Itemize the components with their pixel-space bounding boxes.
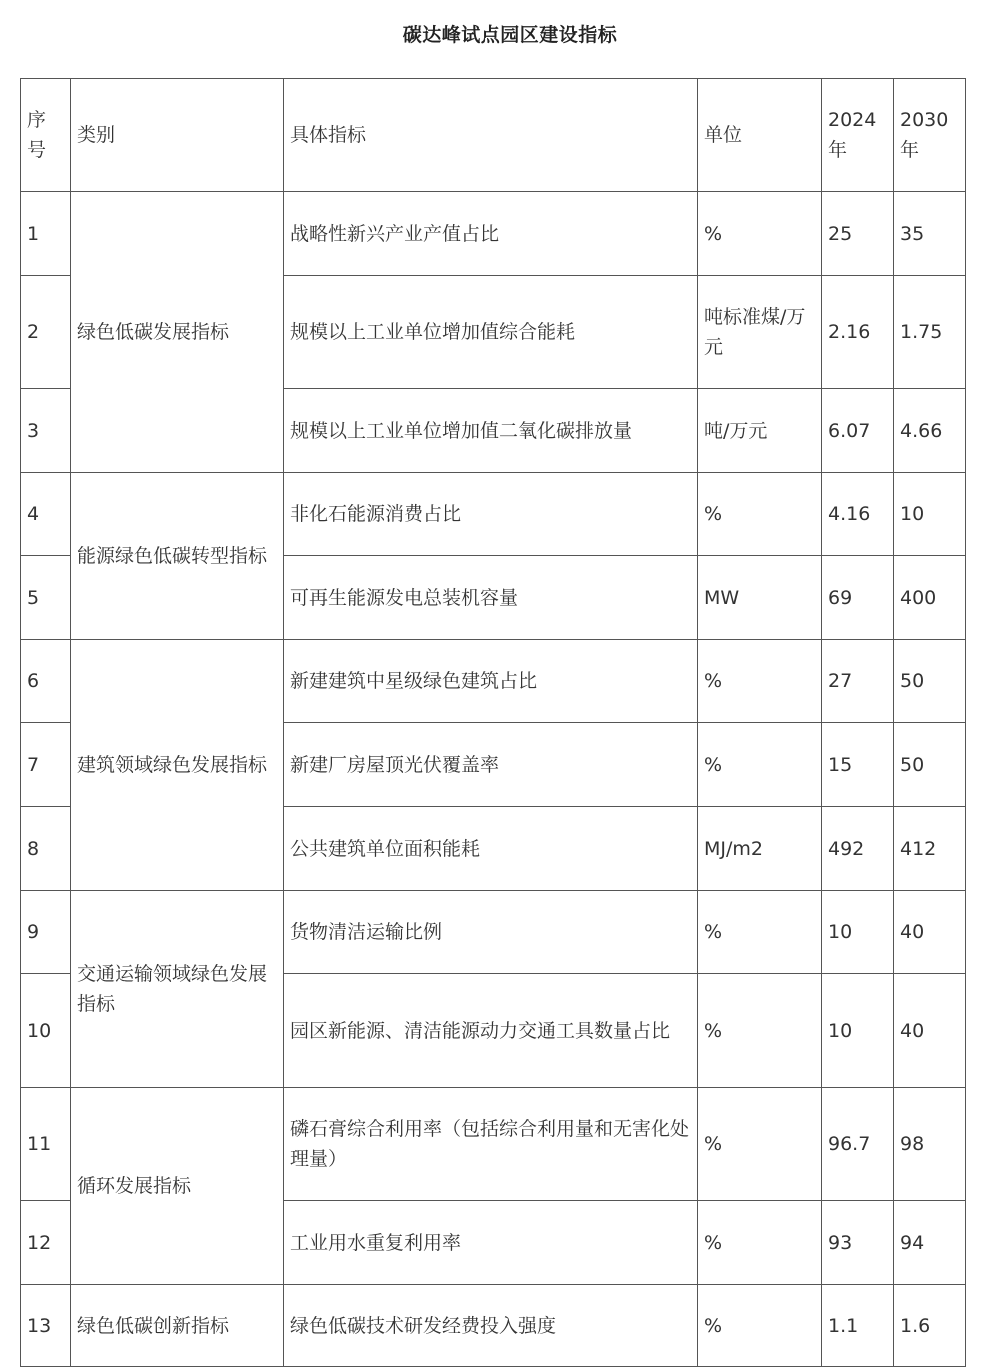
table-row: [21, 891, 966, 974]
table-row: [21, 1285, 966, 1367]
row-no: 3: [21, 389, 71, 473]
row-no: 12: [21, 1201, 71, 1285]
row-2024: 25: [822, 192, 894, 276]
row-2024: 6.07: [822, 389, 894, 473]
row-indicator: 可再生能源发电总装机容量: [284, 556, 698, 640]
row-2030: 4.66: [894, 389, 966, 473]
row-unit: %: [698, 1088, 822, 1201]
row-no: 10: [21, 974, 71, 1088]
row-no: 9: [21, 891, 71, 974]
row-2024: 27: [822, 640, 894, 723]
row-no: 6: [21, 640, 71, 723]
row-indicator: 非化石能源消费占比: [284, 473, 698, 556]
row-2024: 96.7: [822, 1088, 894, 1201]
row-indicator: 工业用水重复利用率: [284, 1201, 698, 1285]
row-indicator: 公共建筑单位面积能耗: [284, 807, 698, 891]
header-category: 类别: [71, 79, 284, 192]
row-indicator: 新建建筑中星级绿色建筑占比: [284, 640, 698, 723]
row-2030: 400: [894, 556, 966, 640]
row-2030: 40: [894, 891, 966, 974]
table-header-row: [21, 79, 966, 192]
row-2030: 10: [894, 473, 966, 556]
row-2024: 492: [822, 807, 894, 891]
row-unit: %: [698, 1285, 822, 1367]
row-2030: 35: [894, 192, 966, 276]
row-2030: 40: [894, 974, 966, 1088]
row-unit: %: [698, 891, 822, 974]
row-no: 4: [21, 473, 71, 556]
row-unit: MJ/m2: [698, 807, 822, 891]
header-unit: 单位: [698, 79, 822, 192]
row-indicator: 货物清洁运输比例: [284, 891, 698, 974]
row-indicator: 规模以上工业单位增加值综合能耗: [284, 276, 698, 389]
row-2024: 2.16: [822, 276, 894, 389]
header-2024: 2024年: [822, 79, 894, 192]
row-unit: 吨标准煤/万元: [698, 276, 822, 389]
header-2030: 2030年: [894, 79, 966, 192]
row-2030: 412: [894, 807, 966, 891]
row-2030: 94: [894, 1201, 966, 1285]
header-indicator: 具体指标: [284, 79, 698, 192]
row-unit: %: [698, 473, 822, 556]
row-2024: 69: [822, 556, 894, 640]
row-2024: 1.1: [822, 1285, 894, 1367]
row-unit: %: [698, 1201, 822, 1285]
row-2030: 50: [894, 723, 966, 807]
row-indicator: 园区新能源、清洁能源动力交通工具数量占比: [284, 974, 698, 1088]
category-cell: 绿色低碳发展指标: [71, 192, 284, 473]
row-2024: 15: [822, 723, 894, 807]
row-2024: 10: [822, 974, 894, 1088]
row-2030: 1.6: [894, 1285, 966, 1367]
row-indicator: 磷石膏综合利用率（包括综合利用量和无害化处理量）: [284, 1088, 698, 1201]
row-no: 5: [21, 556, 71, 640]
row-2024: 10: [822, 891, 894, 974]
row-unit: %: [698, 640, 822, 723]
row-no: 8: [21, 807, 71, 891]
category-cell: 建筑领域绿色发展指标: [71, 640, 284, 891]
row-no: 13: [21, 1285, 71, 1367]
category-cell: 绿色低碳创新指标: [71, 1285, 284, 1367]
row-no: 7: [21, 723, 71, 807]
row-unit: %: [698, 723, 822, 807]
row-no: 1: [21, 192, 71, 276]
category-cell: 循环发展指标: [71, 1088, 284, 1285]
row-2030: 50: [894, 640, 966, 723]
category-cell: 能源绿色低碳转型指标: [71, 473, 284, 640]
header-no: 序号: [21, 79, 71, 192]
row-indicator: 绿色低碳技术研发经费投入强度: [284, 1285, 698, 1367]
indicator-table: [20, 78, 966, 1367]
row-2030: 1.75: [894, 276, 966, 389]
row-no: 2: [21, 276, 71, 389]
table-row: [21, 192, 966, 276]
row-unit: %: [698, 974, 822, 1088]
row-indicator: 新建厂房屋顶光伏覆盖率: [284, 723, 698, 807]
row-2024: 4.16: [822, 473, 894, 556]
table-row: [21, 473, 966, 556]
row-indicator: 战略性新兴产业产值占比: [284, 192, 698, 276]
row-no: 11: [21, 1088, 71, 1201]
table-row: [21, 1088, 966, 1201]
category-cell: 交通运输领域绿色发展指标: [71, 891, 284, 1088]
row-unit: %: [698, 192, 822, 276]
row-unit: 吨/万元: [698, 389, 822, 473]
row-2024: 93: [822, 1201, 894, 1285]
page-title: 碳达峰试点园区建设指标: [402, 24, 618, 46]
row-indicator: 规模以上工业单位增加值二氧化碳排放量: [284, 389, 698, 473]
row-2030: 98: [894, 1088, 966, 1201]
row-unit: MW: [698, 556, 822, 640]
table-row: [21, 640, 966, 723]
